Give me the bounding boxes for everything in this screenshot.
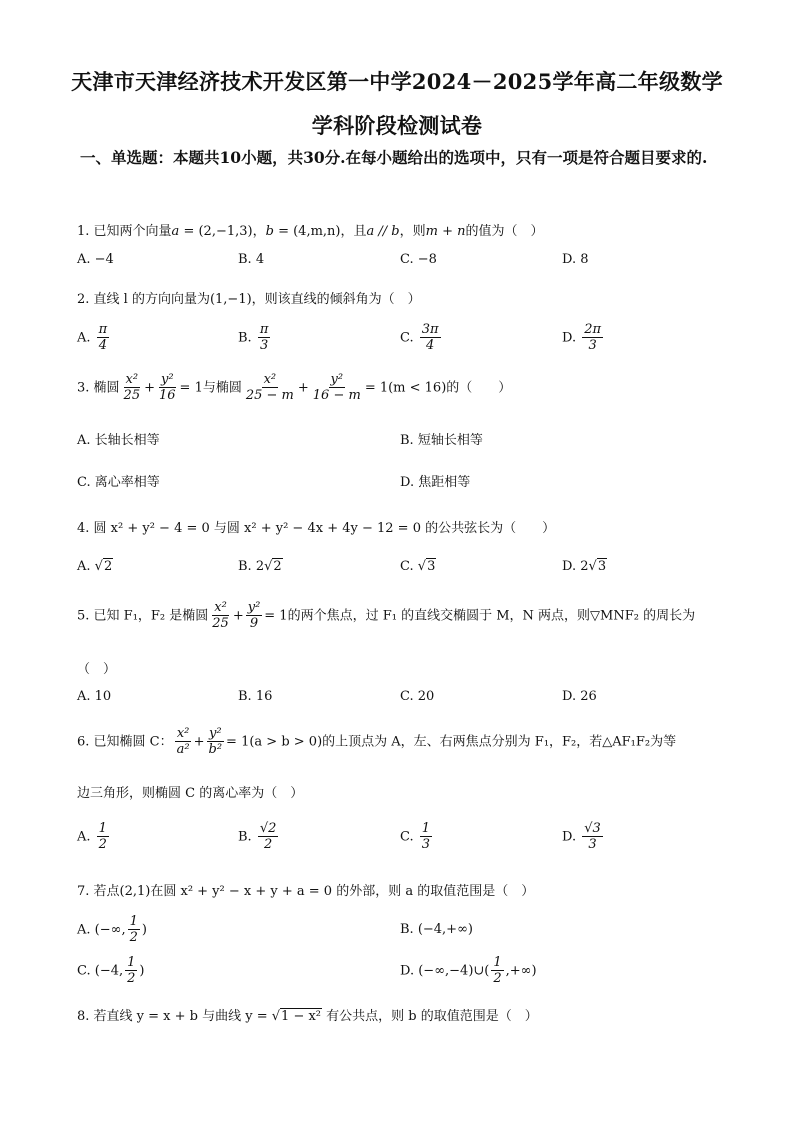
q4-sqrt-b: √2 xyxy=(264,559,282,574)
q5-paren: （ ） xyxy=(77,662,117,677)
q7-d-pre: D. (−∞,−4)∪( xyxy=(400,963,490,979)
q2-option-c xyxy=(400,322,443,354)
q5-pre: 5. 已知 F₁，F₂ 是椭圆 xyxy=(77,608,209,624)
q2-frac-c: $\frac{3\pi}{4}$ xyxy=(421,322,439,353)
q5-frac-1: $\frac{\text{x²}}{25}$ xyxy=(212,600,229,631)
q2-frac-a: $\frac{\pi}{4}$ xyxy=(98,322,108,353)
q7-c-pre: C. (−4, xyxy=(77,963,124,979)
question-2: 2. 直线 l 的方向向量为(1,−1)，则该直线的倾斜角为（ ） xyxy=(77,292,421,307)
q2-option-d xyxy=(562,322,605,354)
question-8 xyxy=(77,1005,538,1024)
q6-option-b xyxy=(238,821,280,853)
q6-frac-d: $\frac{√3}{3}$ xyxy=(584,821,601,852)
q6-option-d xyxy=(562,821,605,853)
q3-plus-1: + xyxy=(144,380,155,396)
q5-option-b: B. 16 xyxy=(238,689,273,704)
q5-option-d: D. 26 xyxy=(562,689,597,704)
q4-sqrt-a: √2 xyxy=(94,559,113,574)
q7-option-a xyxy=(77,914,147,946)
q4-coef-b: 2 xyxy=(255,559,265,574)
q1-end: 的值为（ ） xyxy=(465,224,544,239)
q4-option-a xyxy=(77,559,113,574)
q1-option-d: D. 8 xyxy=(562,252,589,267)
q2-option-a xyxy=(77,322,111,354)
q1-mid: ，且 xyxy=(340,224,367,239)
q5-option-a: A. 10 xyxy=(77,689,112,704)
q6-option-c xyxy=(400,821,434,853)
q3-frac-4: $\frac{\text{y²}}{16 - m}$ xyxy=(312,372,361,403)
q7-frac-a: $\frac{1}{2}$ xyxy=(129,914,138,945)
q2-option-b xyxy=(238,322,272,354)
q5-end: = 1的两个焦点，过 F₁ 的直线交椭圆于 M，N 两点，则▽MNF₂ 的周长为 xyxy=(264,608,696,624)
q7-frac-c: $\frac{1}{2}$ xyxy=(127,955,136,986)
q6-frac-2: $\frac{\text{y²}}{\text{b²}}$ xyxy=(208,726,223,757)
q3-frac-1: $\frac{\text{x²}}{25}$ xyxy=(123,372,141,403)
q6-line-2: 边三角形，则椭圆 C 的离心率为（ ） xyxy=(77,786,304,801)
q3-mid: = 1与椭圆 xyxy=(179,380,242,396)
q3-option-d: D. 焦距相等 xyxy=(400,475,471,490)
q6-end: = 1(a > b > 0)的上顶点为 A，左、右两焦点分别为 F₁，F₂，若△AF₁F₂为等 xyxy=(226,734,677,750)
q1-option-b: B. 4 xyxy=(238,252,265,267)
q4-option-c xyxy=(400,559,436,574)
q1-pre: 1. 已知两个向量 xyxy=(77,224,172,239)
q1-expr: m + n xyxy=(425,224,466,239)
q3-plus-2: + xyxy=(297,380,309,396)
q2-frac-d: $\frac{2\pi}{3}$ xyxy=(584,322,602,353)
q7-c-end: ) xyxy=(139,963,145,979)
q3-end: = 1(m < 16)的（ ） xyxy=(364,380,512,396)
q7-a-pre: A. (−∞, xyxy=(77,922,126,938)
q7-a-end: ) xyxy=(141,922,147,938)
q1-bval: = (4,m,n) xyxy=(273,224,341,239)
q4-sqrt-c: √3 xyxy=(417,559,436,574)
q3-option-c: C. 离心率相等 xyxy=(77,475,160,490)
q4-label-a: A. xyxy=(77,559,91,574)
q1-sep: ， xyxy=(252,224,266,239)
q6-label-d: D. xyxy=(562,829,577,845)
q2-label-a: A. xyxy=(77,330,91,346)
question-5: 5. 已知 F₁，F₂ 是椭圆 $\frac{\text{x²}}{25}$ + $\frac{\text{y²}}{9}$ = 1的两个焦点，过 F₁ 的直线交椭圆于 M，N 两点，则▽MNF₂ 的周长为 xyxy=(77,600,696,631)
question-3 xyxy=(77,372,511,404)
q6-label-c: C. xyxy=(400,829,414,845)
vec-a: a xyxy=(171,224,180,239)
title-line-2: 学科阶段检测试卷 xyxy=(311,113,483,138)
q7-d-end: ,+∞) xyxy=(505,963,537,979)
q1-aval: = (2,−1,3) xyxy=(179,224,253,239)
q4-coef-d: 2 xyxy=(580,559,589,574)
q3-frac-3: $\frac{\text{x²}}{25 - m}$ xyxy=(245,372,294,403)
q2-frac-b: $\frac{\pi}{3}$ xyxy=(259,322,269,353)
section-heading: 一、单选题：本题共10小题，共30分.在每小题给出的选项中，只有一项是符合题目要求的. xyxy=(80,148,708,167)
q6-label-b: B. xyxy=(238,829,252,845)
q6-frac-a: $\frac{1}{2}$ xyxy=(98,821,107,852)
q6-label-a: A. xyxy=(77,829,91,845)
question-7: 7. 若点(2,1)在圆 x² + y² − x + y + a = 0 的外部，则 a 的取值范围是（ ） xyxy=(77,884,535,899)
q3-pre: 3. 椭圆 xyxy=(77,380,120,396)
q1-tail: ，则 xyxy=(399,224,426,239)
vec-b: b xyxy=(265,224,274,239)
q3-frac-2: $\frac{\text{y²}}{16}$ xyxy=(159,372,176,403)
q4-option-b xyxy=(238,559,283,574)
q6-pre: 6. 已知椭圆 C： xyxy=(77,734,173,750)
q6-option-a xyxy=(77,821,111,853)
q5-frac-2: $\frac{\text{y²}}{9}$ xyxy=(247,600,261,631)
title-line-1: 天津市天津经济技术开发区第一中学2024－2025学年高二年级数学 xyxy=(71,69,723,94)
q4-label-b: B. xyxy=(238,559,252,574)
q1-option-a: A. −4 xyxy=(77,252,114,267)
q2-label-b: B. xyxy=(238,330,252,346)
question-1 xyxy=(77,220,544,239)
q6-frac-c: $\frac{1}{3}$ xyxy=(421,821,431,852)
q7-frac-d: $\frac{1}{2}$ xyxy=(493,955,502,986)
q4-sqrt-d: √3 xyxy=(588,559,607,574)
question-6: 6. 已知椭圆 C： $\frac{\text{x²}}{\text{a²}}$ + $\frac{\text{y²}}{\text{b²}}$ = 1(a > b > 0)的上顶点为 A，左、右两焦点分别为 F₁，F₂，若△AF₁F₂为等 xyxy=(77,726,677,757)
q5-option-c: C. 20 xyxy=(400,689,435,704)
question-4: 4. 圆 x² + y² − 4 = 0 与圆 x² + y² − 4x + 4y − 12 = 0 的公共弦长为（ ） xyxy=(77,521,556,536)
q2-label-d: D. xyxy=(562,330,577,346)
q4-label-d: D. xyxy=(562,559,577,574)
q3-option-a: A. 长轴长相等 xyxy=(77,433,160,448)
q8-pre: 8. 若直线 y = x + b 与曲线 y = xyxy=(77,1009,272,1024)
q7-option-c xyxy=(77,955,144,987)
q6-frac-b: $\frac{√2}{2}$ xyxy=(259,821,277,852)
q2-label-c: C. xyxy=(400,330,414,346)
q7-option-b: B. (−4,+∞) xyxy=(400,922,473,937)
q8-sqrt: √1 − x² xyxy=(271,1009,322,1024)
q4-option-d xyxy=(562,559,607,574)
q1-parallel: a // b xyxy=(366,224,400,239)
q8-end: 有公共点，则 b 的取值范围是（ ） xyxy=(322,1009,538,1024)
q3-option-b: B. 短轴长相等 xyxy=(400,433,483,448)
q4-label-c: C. xyxy=(400,559,414,574)
q1-option-c: C. −8 xyxy=(400,252,437,267)
q6-frac-1: $\frac{\text{x²}}{\text{a²}}$ xyxy=(176,726,190,757)
q7-option-d xyxy=(400,955,537,987)
